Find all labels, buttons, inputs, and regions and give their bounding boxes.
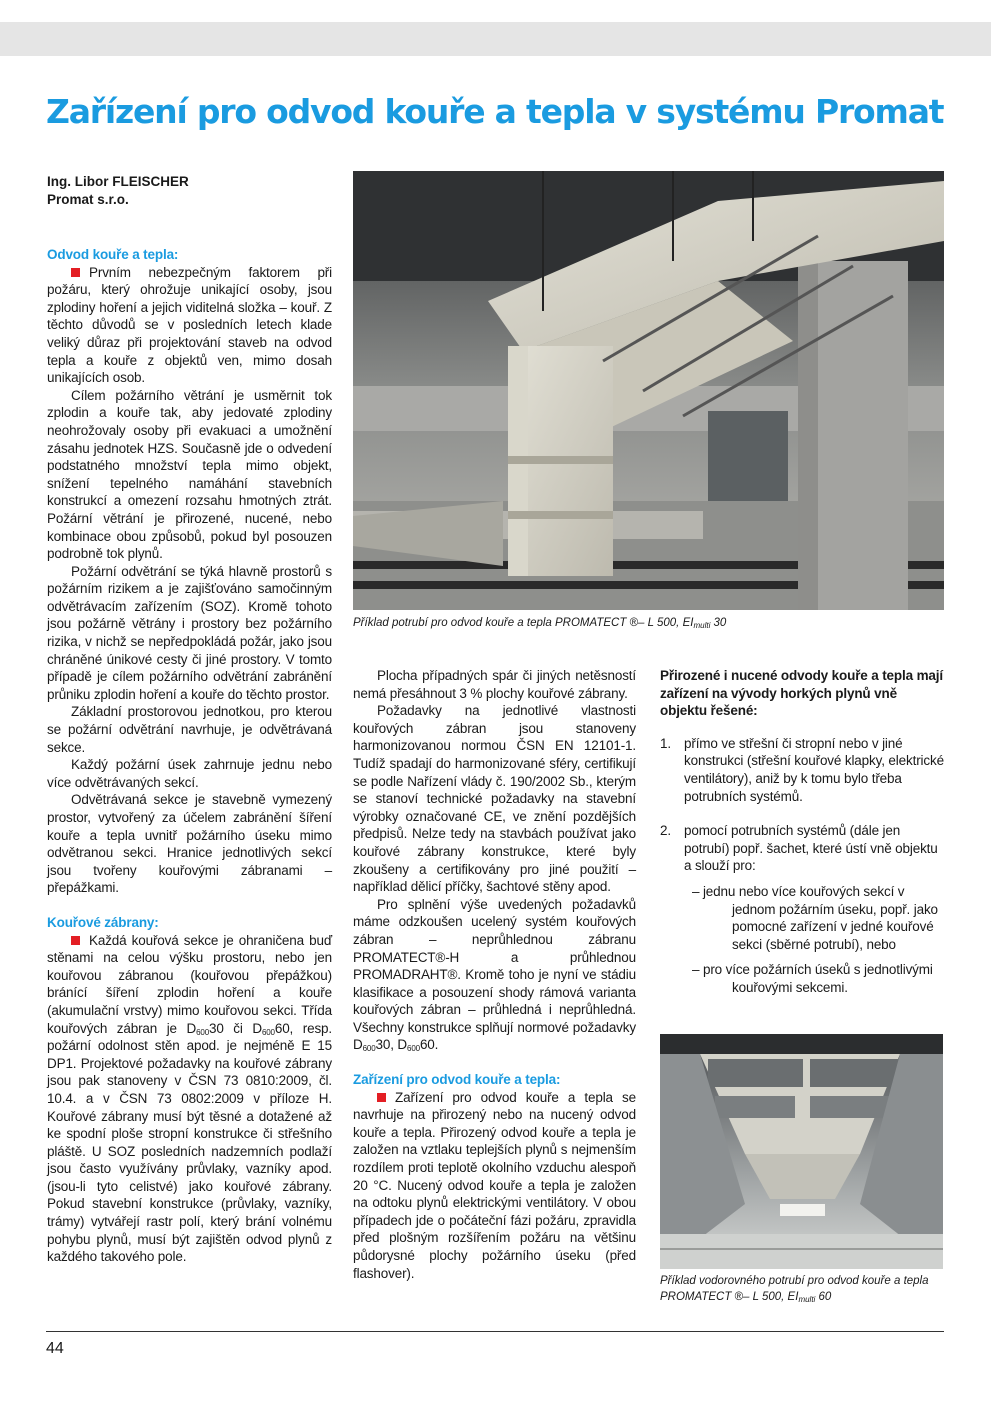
paragraph: Požární odvětrání se týká hlavně prostorů s požárním rizikem a je zajišťováno samočinným odvětrávacím zařízením (SOZ). Kromě tohoto jsou požárně větrány i prostory bez požárního rizika, v nichž se nepředpokládá požár, jako jsou chráněné únikové cesty či jiné prostory. V tomto případě je cílem požárního odvětrání zabránění průniku zplodin hoření a kouře do těchto prostor. — [47, 563, 332, 702]
paragraph: Zařízení pro odvod kouře a tepla se navrhuje na přirozený nebo na nucený odvod kouře a tepla. Přirozený odvod kouře a tepla je založen na vztlaku teplejších plynů s nejmenším rozdílem proti teplotě okolního vzduchu alespoň 20 °C. Nucený odvod kouře a tepla je založen na odtoku plynů elektrickými ventilátory. V obou případech jde o počáteční fázi požáru, zpravidla před plošným rozšířením požáru na většinu půdorysné plochy požárního úseku (před flashover). — [353, 1089, 636, 1281]
numbered-list — [660, 735, 945, 997]
footer-rule — [46, 1331, 944, 1332]
photo-duct-promatect-l500-30 — [353, 171, 944, 610]
dash-item: – jednu nebo více kouřových sekcí v jednom požárním úseku, popř. jako pomocné zařízení v jedné kouřové sekci (sběrné potrubí), nebo — [692, 883, 938, 952]
section-heading-zarizeni: Zařízení pro odvod kouře a tepla: — [353, 1072, 561, 1088]
red-square-bullet-icon — [71, 936, 80, 945]
page-number: 44 — [46, 1340, 64, 1357]
paragraph: Pro splnění výše uvedených požadavků máme odzkoušen ucelený systém kouřových zábran – neprůhlednou zábranu PROMATECT®-H a průhlednou PROMADRAHT®. Kromě toho je nyní ve stádiu klasifikace a posouzení shody rámová varianta kouřových zábran – průhledná i neprůhledná. Všechny konstrukce splňují normové požadavky $D_{600}30$, $D_{600}60$. — [353, 896, 636, 1054]
author-block — [47, 173, 189, 209]
paragraph: Každý požární úsek zahrnuje jednu nebo více odvětrávaných sekcí. — [47, 757, 332, 790]
photo-horizontal-duct-l500-60 — [660, 1034, 943, 1269]
author-company: Promat s.r.o. — [47, 192, 129, 207]
column-3 — [660, 667, 945, 997]
paragraph: Prvním nebezpečným faktorem při požáru, který ohrožuje unikající osoby, jsou zplodiny hoření a jejich viditelná složka – kouř. Z těchto důvodů se v posledních letech klade veliký důraz při projektování staveb na odvod tepla a kouře z objektů ven, mimo dosah unikajících osob. — [47, 264, 332, 386]
author-name: Ing. Libor FLEISCHER — [47, 174, 189, 189]
dash-item: – pro více požárních úseků s jednotlivými kouřovými sekcemi. — [692, 962, 933, 995]
paragraph: Každá kouřová sekce je ohraničena buď stěnami na celou výšku prostoru, nebo jen kouřovou zábranou (kouřovou přepážkou) bránící šíření zplodin hoření a kouře (akumulační vrstvy) mimo kouřovou sekci. Třída kouřových zábran je $D_{600}30$ či $D_{600}60$, resp. požární odolnost stěn apod. je nejméně E 15 DP1. Projektové požadavky na kouřové zábrany jsou pak stanoveny v ČSN 73 0810:2009, čl. 10.4. a v ČSN 73 0802:2009 v příloze H. Kouřové zábrany musí být těsné a dotažené až ke spodní ploše stropní konstrukce či střešního pláště. U SOZ posledních nadzemních podlaží jsou často využívány průvlaky, vazníky apod. (jsou-li tyto celistvé) jako kouřové zábrany. Pokud stavební konstrukce (průvlaky, vazníky, trámy) vytvářejí rastr polí, který brání volnému pohybu plynů, musí být zajištěn odvod plynů z každého takového pole. — [47, 932, 333, 1265]
header-band — [0, 22, 991, 56]
list-item: 1. přímo ve střešní či stropní nebo v jiné konstrukci (střešní kouřové klapky, elektrické ventilátory), aniž by k tomu bylo třeba potrubních systémů. — [660, 735, 944, 804]
list-item: 2. pomocí potrubních systémů (dále jen potrubí) popř. šachet, které ústí vně objektu a slouží pro: – jednu nebo více kouřových sekcí v jednom požárním úseku, popř. jako pomocné zařízení v jedné kouřové sekci (sběrné potrubí), nebo – pro více požárních úseků s jednotlivými kouřovými sekcemi. — [660, 822, 945, 996]
photo-caption: Příklad vodorovného potrubí pro odvod kouře a tepla PROMATECT ®– L 500, $EI_{multi}$ 60 — [660, 1275, 929, 1304]
paragraph: Požadavky na jednotlivé vlastnosti kouřových zábran jsou stanoveny harmonizovanou normou ČSN EN 12101-1. Tudíž spadají do harmonizované sféry, certifikují se podle Nařízení vlády č. 190/2002 Sb., kterým se stanoví technické požadavky na stavební výrobky označované CE, ve znění pozdějších předpisů. Nelze tedy na stavbách používat jako kouřové zábrany konstrukce, které byly zkoušeny a certifikovány pro jiné použití – například dělicí příčky, šachtové stěny apod. — [353, 703, 636, 895]
paragraph: Cílem požárního větrání je usměrnit tok zplodin a kouře tak, aby jedovaté zplodiny neohrožovaly osoby při evakuaci a umožnění zásahu jednotek HZS. Současně jde o odvedení podstatného množství tepla mimo objekt, snížení tepelného namáhání stavebních konstrukcí a omezení rozsahu hmotných ztrát. Požární větrání je přirozené, nucené, nebo kombinace obou způsobů, pokud byl posouzen podrobně tok plynů. — [47, 387, 332, 562]
column-1 — [47, 246, 332, 1266]
red-square-bullet-icon — [377, 1093, 386, 1102]
red-square-bullet-icon — [71, 268, 80, 277]
photo-caption: Příklad potrubí pro odvod kouře a tepla PROMATECT ®– L 500, $EI_{multi}$ 30 — [353, 617, 727, 630]
page-title: Zařízení pro odvod kouře a tepla v systému Promat — [46, 92, 944, 131]
section-heading-odvod: Odvod kouře a tepla: — [47, 247, 179, 262]
paragraph: Plocha případných spár či jiných netěsností nemá přesáhnout 3 % plochy kouřové zábrany. — [353, 668, 636, 701]
paragraph: Základní prostorovou jednotkou, pro kterou se požární odvětrání navrhuje, je odvětrávaná sekce. — [47, 704, 332, 755]
paragraph: Odvětrávaná sekce je stavebně vymezený prostor, vytvořený za účelem zabránění šíření kouře a tepla uvnitř požárního úseku mimo odvětranou sekci. Hranice jednotlivých sekcí jsou tvořeny kouřovými zábranami – přepážkami. — [47, 792, 332, 896]
section-heading-zabrany: Kouřové zábrany: — [47, 914, 159, 930]
column-2 — [353, 667, 636, 1282]
lead-paragraph: Přirozené i nucené odvody kouře a tepla mají zařízení na vývody horkých plynů vně objektu řešené: — [660, 668, 943, 719]
